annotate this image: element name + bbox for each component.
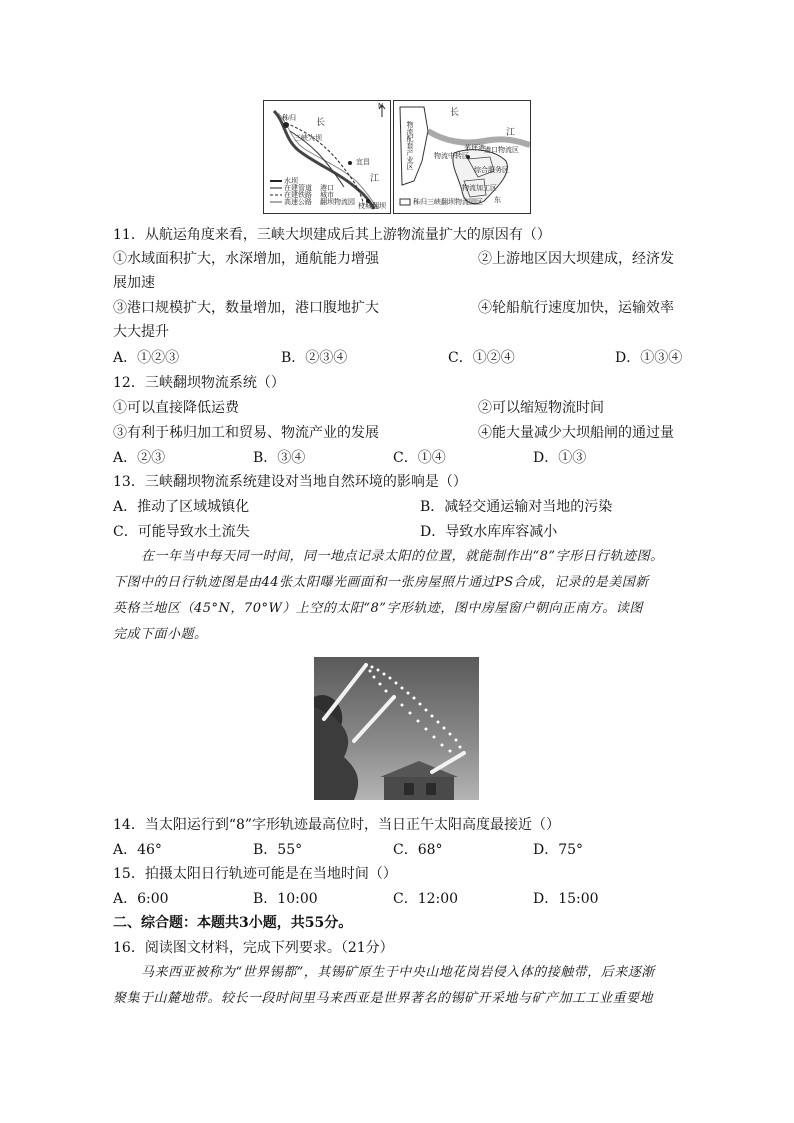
legend-highway: 高速公路 [284,198,312,206]
corner-label: 秭归 [282,114,296,122]
q12-option-b[interactable]: B．③④ [253,450,306,466]
river-label-chang: 长 [316,118,326,128]
county-label: 宜昌 [356,158,370,166]
q11-stem: 11．从航运角度来看，三峡大坝建成后其上游物流量扩大的原因有（） [113,227,551,243]
river-label-chang-2: 长 [450,108,460,118]
q11-item2: ②上游地区因大坝建成，经济发 [478,251,674,267]
passage-line-1: 在一年当中每天同一时间，同一地点记录太阳的位置，就能制作出“8”字形日行轨迹图。 [141,549,664,564]
legend-dam: 水坝 [284,177,298,185]
q14-option-c[interactable]: C．68° [393,842,443,858]
area-service: 综合服务区 [474,166,509,174]
analemma-photo-graphic [314,657,479,800]
q14-stem: 14．当太阳运行到“8”字形轨迹最高位时，当日正午太阳高度最接近（） [113,817,561,833]
q11-option-c[interactable]: C．①②④ [448,350,515,366]
area-port: 港口物流区 [484,146,519,154]
q13-option-a[interactable]: A．推动了区域城镇化 [113,499,250,515]
legend-railway: 在建铁路 [284,191,312,199]
q16-stem: 16．阅读图文材料，完成下列要求。（21分） [113,940,394,956]
passage2-line-2: 聚集于山麓地带。较长一段时间里马来西亚是世界著名的锡矿开采地与矿产加工工业重要地 [113,991,654,1006]
port-label: 茅坪港 [464,144,485,152]
q15-option-d[interactable]: D．15:00 [533,891,599,907]
legend-pipeline: 在建管道 [284,184,312,192]
q15-option-a[interactable]: A．6:00 [113,891,169,907]
park-legend-label: 秭归三峡翻坝物流园区 [413,198,483,206]
legend-city: 城市 [320,191,334,199]
passage-line-2: 下图中的日行轨迹图是由44张太阳曝光画面和一张房屋照片通过PS合成，记录的是美国新 [113,575,649,590]
q12-options [113,448,683,468]
passage2-line-1: 马来西亚被称为“世界锡都”，其锡矿原生于中央山地花岗岩侵入体的接触带，后来逐渐 [141,965,655,980]
logistics-park-map [393,100,531,214]
q11-item2-cont: 展加速 [113,275,155,291]
q12-item2: ②可以缩短物流时间 [478,400,604,416]
q11-option-d[interactable]: D．①③④ [615,350,683,366]
passage-analemma [113,544,683,648]
river-label-jiang-2: 江 [506,128,516,138]
q11-item3: ③港口规模扩大，数量增加，港口腹地扩大 [113,300,379,316]
q14-option-d[interactable]: D．75° [533,842,584,858]
q11-option-a[interactable]: A．①②③ [113,350,180,366]
passage-line-4: 完成下面小题。 [113,627,208,642]
q14-option-b[interactable]: B．55° [253,842,303,858]
supporting-industry-label: 物流配套产业区 [406,121,414,170]
section-heading: 二、综合题：本题共3小题，共55分。 [113,915,353,931]
area-processing: 物流加工区 [462,184,497,192]
q11-item1: ①水域面积扩大，水深增加，通航能力增强 [113,251,379,267]
north-arrow-label: N [378,102,384,110]
q15-option-b[interactable]: B．10:00 [253,891,318,907]
passage-malaysia [113,960,683,1012]
bottom-label: 枝城翻坝 [358,202,386,210]
q12-option-d[interactable]: D．①③ [533,450,587,466]
legend-port: 港口 [320,184,334,192]
q11-options [113,348,683,368]
q11-item4: ④轮船航行速度加快，运输效率 [478,300,674,316]
east-label: 东 [494,196,501,204]
q11-item4-cont: 大大提升 [113,324,169,340]
river-label-jiang: 江 [370,174,380,184]
dam-label: 三峡大坝 [294,134,322,142]
area-transfer: 物流中转区 [434,152,469,160]
q13-option-c[interactable]: C．可能导致水土流失 [113,524,250,540]
q13-options-row1 [113,497,683,517]
three-gorges-map [263,100,391,214]
q13-option-d[interactable]: D．导致水库库容减小 [420,524,558,540]
passage-line-3: 英格兰地区（45°N，70°W）上空的太阳“8”字形轨迹，图中房屋窗户朝向正南方。读图 [113,601,643,616]
q12-option-c[interactable]: C．①④ [393,450,446,466]
q12-stem: 12．三峡翻坝物流系统（） [113,375,285,391]
q11-option-b[interactable]: B．②③④ [281,350,348,366]
q15-option-c[interactable]: C．12:00 [393,891,459,907]
q14-options [113,840,683,860]
q13-option-b[interactable]: B．减轻交通运输对当地的污染 [420,499,613,515]
analemma-photo [314,657,479,800]
q15-stem: 15．拍摄太阳日行轨迹可能是在当地时间（） [113,866,397,882]
q12-item1: ①可以直接降低运费 [113,400,239,416]
q14-option-a[interactable]: A．46° [113,842,162,858]
q12-option-a[interactable]: A．②③ [113,450,166,466]
legend-logistics-park: 翻坝物流园 [320,198,355,206]
q13-options-row2 [113,522,683,542]
q12-item4: ④能大量减少大坝船闸的通过量 [478,425,674,441]
q15-options [113,889,683,909]
q12-item3: ③有利于秭归加工和贸易、物流产业的发展 [113,425,379,441]
q13-stem: 13．三峡翻坝物流系统建设对当地自然环境的影响是（） [113,474,467,490]
